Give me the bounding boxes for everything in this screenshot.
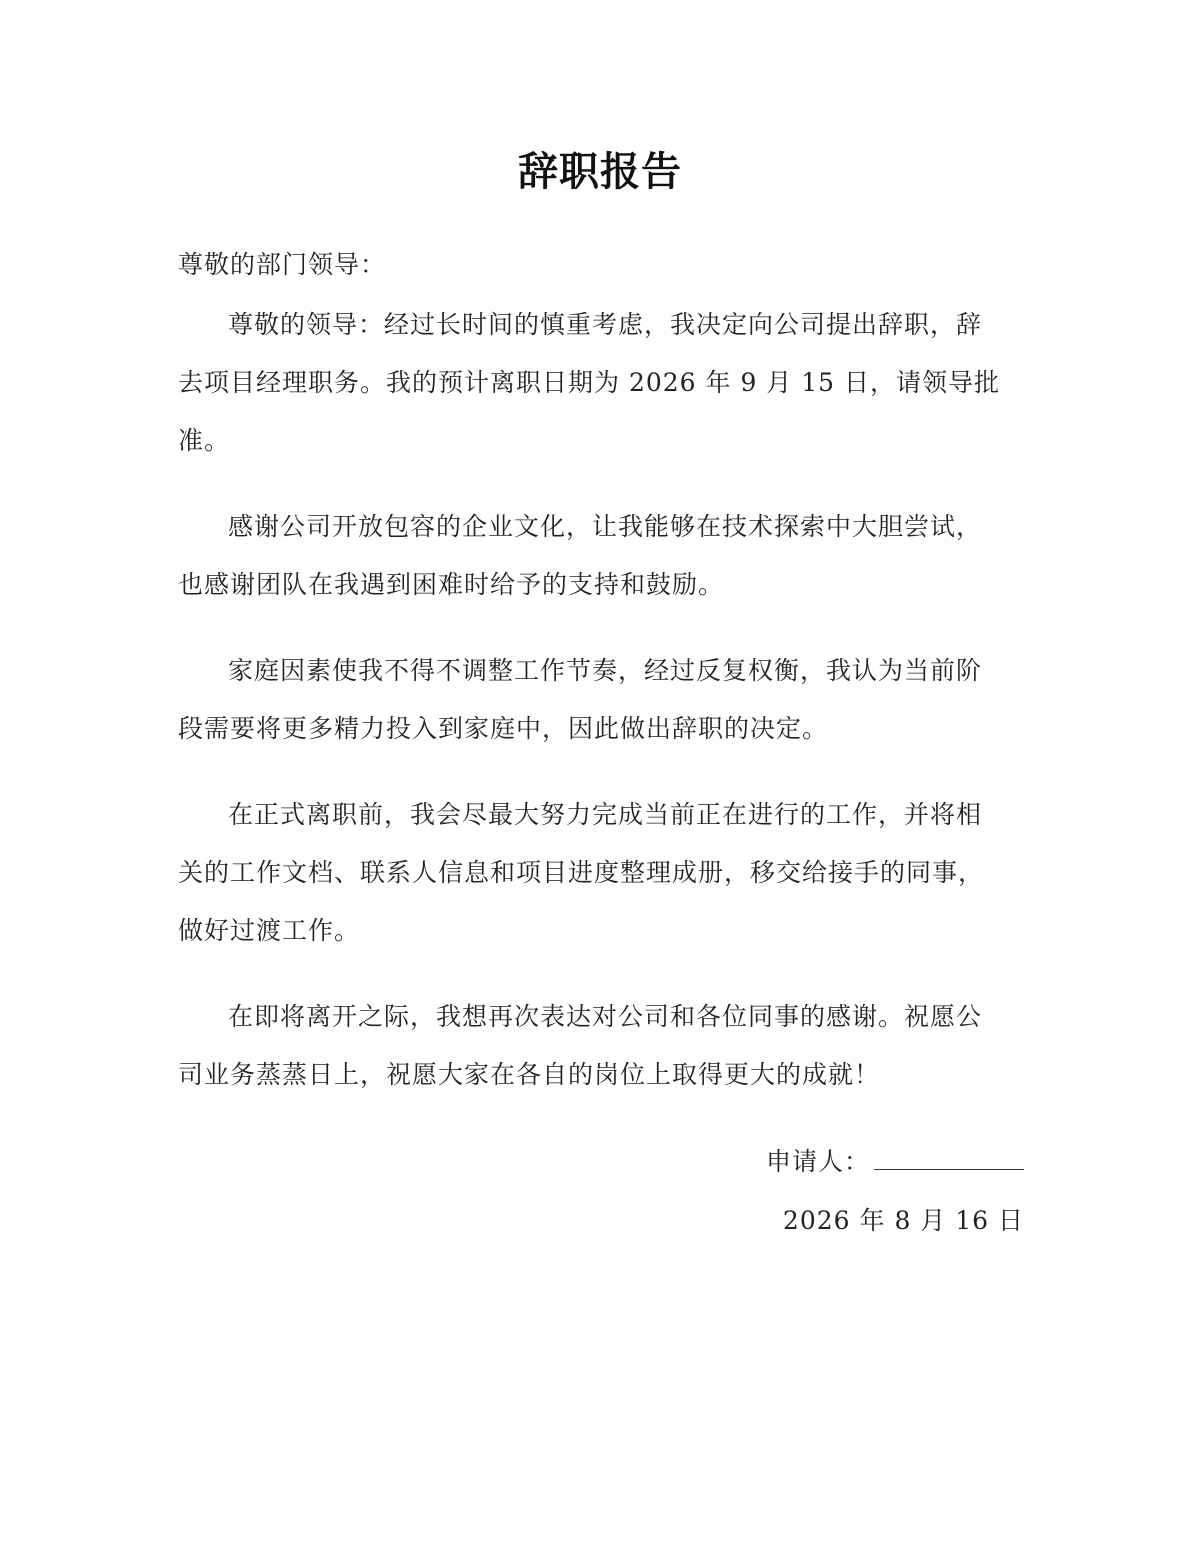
page-title: 辞职报告 [518, 149, 682, 195]
signature-blank [874, 1147, 1024, 1170]
signature-line [766, 1133, 1024, 1191]
applicant-label: 申请人： [765, 1147, 870, 1176]
salutation: 尊敬的部门领导： [178, 250, 387, 279]
paragraph-reason: 家庭因素使我不得不调整工作节奏，经过反复权衡，我认为当前阶段需要将更多精力投入到家庭中，因此做出辞职的决定。 [178, 656, 983, 743]
paragraph-handover: 在正式离职前，我会尽最大努力完成当前正在进行的工作，并将相关的工作文档、联系人信息和项目进度整理成册，移交给接手的同事，做好过渡工作。 [178, 800, 985, 945]
signature-date: 2026 年 8 月 16 日 [782, 1206, 1024, 1235]
paragraph-resignation-statement: 尊敬的领导：经过长时间的慎重考虑，我决定向公司提出辞职，辞去项目经理职务。我的预计离职日期为 2026 年 9 月 15 日，请领导批准。 [178, 310, 1001, 455]
paragraph-closing-wishes: 在即将离开之际，我想再次表达对公司和各位同事的感谢。祝愿公司业务蒸蒸日上，祝愿大家在各自的岗位上取得更大的成就！ [178, 1002, 983, 1089]
paragraph-gratitude: 感谢公司开放包容的企业文化，让我能够在技术探索中大胆尝试，也感谢团队在我遇到困难时给予的支持和鼓励。 [178, 512, 983, 599]
letter-body [178, 296, 1004, 1104]
